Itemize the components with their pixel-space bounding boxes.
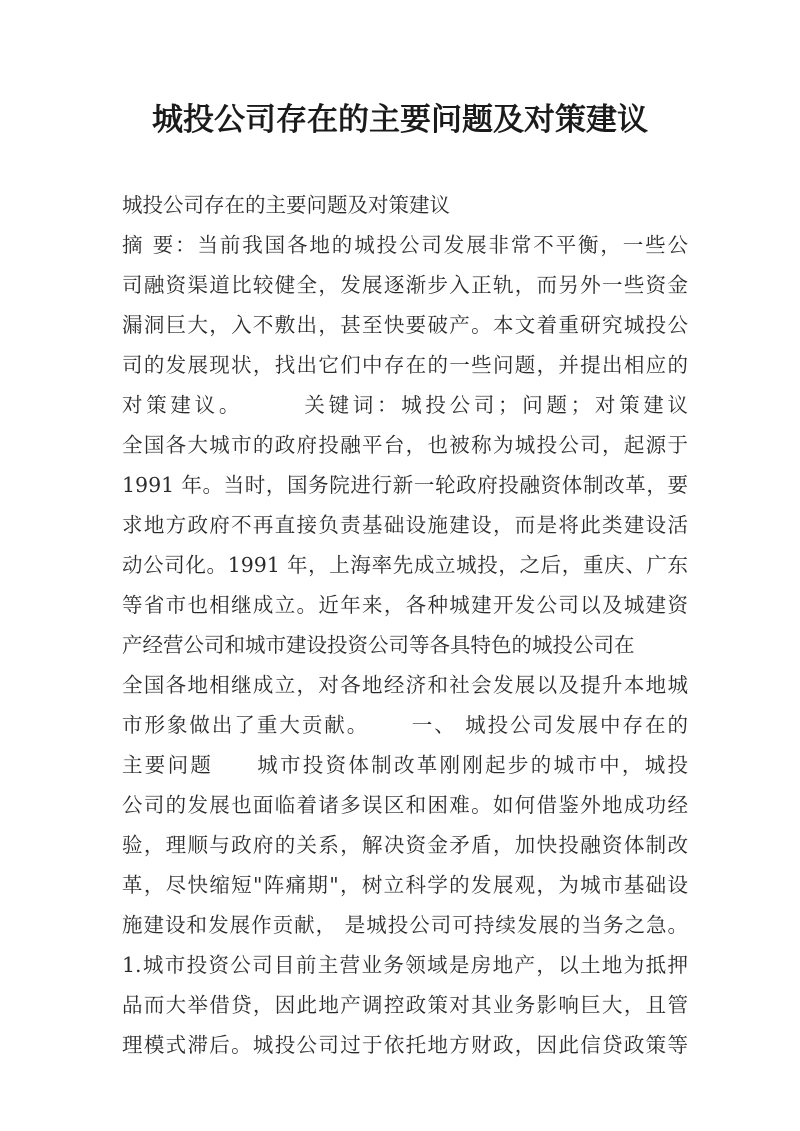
body-line: 求地方政府不再直接负责基础设施建设，而是将此类建设活 <box>122 513 688 537</box>
body-line: 司融资渠道比较健全，发展逐渐步入正轨，而另外一些资金 <box>122 273 688 297</box>
document-body <box>122 185 688 1065</box>
body-line: 城投公司存在的主要问题及对策建议 <box>122 193 450 217</box>
body-line: 施建设和发展作贡献， 是城投公司可持续发展的当务之急。 <box>122 913 688 937</box>
body-line: 动公司化。1991 年，上海率先成立城投，之后，重庆、广东 <box>122 553 688 577</box>
body-line: 市形象做出了重大贡献。 一、 城投公司发展中存在的 <box>122 713 688 737</box>
body-line: 革，尽快缩短"阵痛期"，树立科学的发展观，为城市基础设 <box>122 873 688 897</box>
body-line: 1.城市投资公司目前主营业务领域是房地产，以土地为抵押 <box>122 953 688 977</box>
body-line: 漏洞巨大，入不敷出，甚至快要破产。本文着重研究城投公 <box>122 313 688 337</box>
body-line: 理模式滞后。城投公司过于依托地方财政，因此信贷政策等 <box>122 1033 688 1057</box>
body-line: 全国各地相继成立，对各地经济和社会发展以及提升本地城 <box>122 673 688 697</box>
body-line: 公司的发展也面临着诸多误区和困难。如何借鉴外地成功经 <box>122 793 688 817</box>
document-title: 城投公司存在的主要问题及对策建议 <box>152 102 648 138</box>
body-line: 对策建议。 关键词：城投公司；问题；对策建议 <box>122 393 688 417</box>
body-line: 品而大举借贷，因此地产调控政策对其业务影响巨大，且管 <box>122 993 688 1017</box>
body-line: 司的发展现状，找出它们中存在的一些问题，并提出相应的 <box>122 353 688 377</box>
body-line: 全国各大城市的政府投融平台，也被称为城投公司，起源于 <box>122 433 688 457</box>
body-line: 1991 年。当时，国务院进行新一轮政府投融资体制改革，要 <box>122 473 688 497</box>
body-line: 产经营公司和城市建设投资公司等各具特色的城投公司在 <box>122 633 635 657</box>
body-line: 等省市也相继成立。近年来，各种城建开发公司以及城建资 <box>122 593 688 617</box>
body-line: 摘 要：当前我国各地的城投公司发展非常不平衡，一些公 <box>122 233 688 257</box>
body-line: 主要问题 城市投资体制改革刚刚起步的城市中，城投 <box>122 753 688 777</box>
body-line: 验，理顺与政府的关系，解决资金矛盾，加快投融资体制改 <box>122 833 688 857</box>
